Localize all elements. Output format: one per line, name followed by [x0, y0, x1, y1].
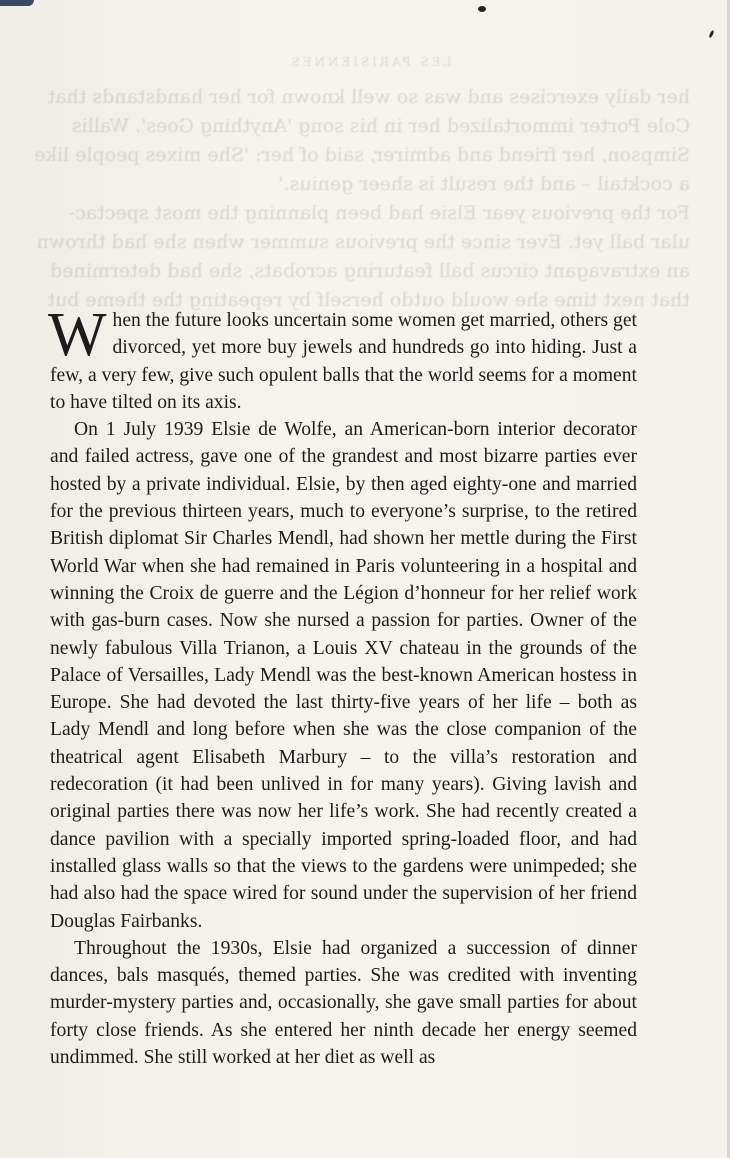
drop-cap: W [48, 301, 107, 369]
corner-mark [0, 0, 34, 6]
showthrough-line: ular ball yet. Ever since the previous summer when she had thrown [36, 231, 690, 253]
showthrough-line: Cole Porter immortalized her in his song 'Anything Goes'. Wallis [71, 115, 690, 137]
reverse-side-showthrough [34, 48, 690, 315]
paragraph: On 1 July 1939 Elsie de Wolfe, an American-born interior decorator and failed actress, gave one of the grandest and most bizarre parties ever hosted by a private individual. Elsie, by then aged eighty-one and married for the previous thirteen years, much to everyone’s surprise, to the retired British diplomat Sir Charles Mendl, had shown her mettle during the First World War when she had remained in Paris volunteering in a hospital and winning the Croix de guerre and the Légion d’honneur for her relief work with gas-burn cases. Now she nursed a passion for parties. Owner of the newly fabulous Villa Trianon, a Louis XV chateau in the grounds of the Palace of Versailles, Lady Mendl was the best-known American hostess in Europe. She had devoted the last thirty-five years of her life – both as Lady Mendl and long before when she was the close companion of the theatrical agent Elisabeth Marbury – to the villa’s restoration and redecoration (it had been unlived in for many years). Giving lavish and original parties there was now her life’s work. She had recently created a dance pavilion with a specially imported spring-loaded floor, and had installed glass walls so that the views to the gardens were unimpeded; she had also had the space wired for sound under the supervision of her friend Douglas Fairbanks. [50, 419, 637, 932]
opening-paragraph [48, 301, 637, 416]
showthrough-line: For the previous year Elsie had been planning the most spectac- [68, 202, 690, 224]
ink-speck [478, 6, 486, 12]
showthrough-line: a cocktail – and the result is sheer genius.' [278, 173, 690, 195]
showthrough-line: Simpson, her friend and admirer, said of her: 'She mixes people like [34, 144, 690, 166]
body-text [48, 301, 637, 1071]
showthrough-line: that next time she would outdo herself by repeating the theme but [47, 289, 690, 311]
paragraph: Throughout the 1930s, Elsie had organized a succession of dinner dances, bals masqués, themed parties. She was credited with inventing murder-mystery parties and, occasionally, she gave small parties for about forty close friends. As she entered her ninth decade her energy seemed undimmed. She still worked at her diet as well as [50, 937, 637, 1069]
paragraph-text: hen the future looks uncertain some women get married, others get divorced, yet more buy jewels and hundreds go into hiding. Just a few, a very few, give such opulent balls that the world seems for a moment to have tilted on its axis. [50, 310, 637, 413]
showthrough-line: an extravagant circus ball featuring acrobats, she had determined [50, 260, 690, 282]
showthrough-line: her daily exercises and was so well known for her handstands that [47, 86, 690, 108]
ink-speck [708, 30, 714, 39]
showthrough-header: LES PARISIENNES [288, 55, 452, 69]
